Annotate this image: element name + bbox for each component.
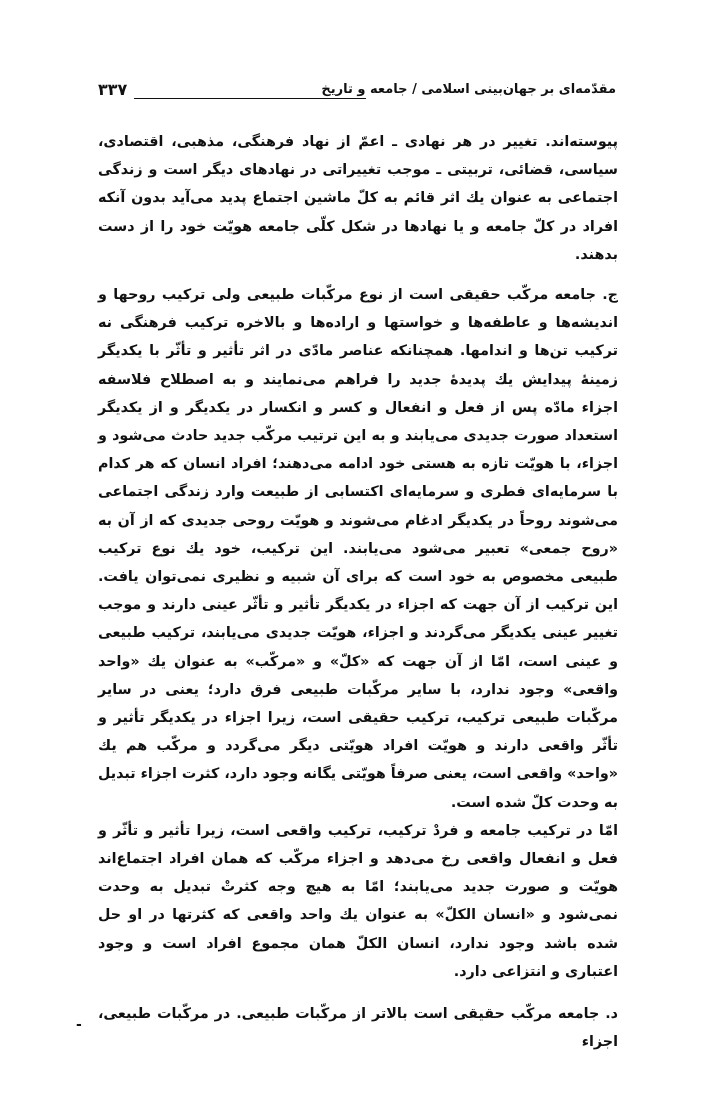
running-header xyxy=(98,82,616,108)
paragraph-1: پیوسته‌اند. تغییر در هر نهادی ـ اعمّ از نهاد فرهنگی، مذهبی، اقتصادی، سیاسی، قضائی، تربیتی ـ موجب تغییراتی در نهادهای دیگر است و زندگی اجتماعی به عنوان یك اثر قائم به کلّ ماشین اجتماع پدید می‌آید بدون آنکه افراد در کلّ جامعه و یا نهادها در شکل کلّی جامعه هویّت خود را از دست بدهند. xyxy=(98,134,618,263)
header-rule xyxy=(134,98,366,99)
header-title: مقدّمه‌ای بر جهان‌بینی اسلامی / جامعه و تاریخ xyxy=(321,82,616,97)
margin-mark: - xyxy=(76,1017,82,1033)
body-text xyxy=(98,128,618,1057)
page-number: ۳۳۷ xyxy=(98,80,128,99)
paragraph-2: ج. جامعه مرکّب حقیقی است از نوع مرکّبات طبیعی ولی ترکیب روحها و اندیشه‌ها و عاطفه‌ها و خواستها و اراده‌ها و بالاخره ترکیب فرهنگی نه ترکیب تن‌ها و اندامها. همچنانکه عناصر مادّی در اثر تأثیر و تأثّر با یکدیگر زمینهٔ پیدایش یك پدیدهٔ جدید را فراهم می‌نمایند و به اصطلاح فلاسفه اجزاء مادّه پس از فعل و انفعال و کسر و انکسار در یکدیگر و از یکدیگر استعداد صورت جدیدی می‌یابند و به این ترتیب مرکّب جدید حادث می‌شود و اجزاء، با هویّت تازه به هستی خود ادامه می‌دهند؛ افراد انسان که هر کدام با سرمایه‌ای فطری و سرمایه‌ای اکتسابی از طبیعت وارد زندگی اجتماعی می‌شوند روحاً در یکدیگر ادغام می‌شوند و هویّت روحی جدیدی که از آن به «روح جمعی» تعبیر می‌شود می‌یابند. این ترکیب، خود یك نوع ترکیب طبیعی مخصوص به خود است که برای آن شبیه و نظیری نمی‌توان یافت. این ترکیب از آن جهت که اجزاء در یکدیگر تأثیر و تأثّر عینی دارند و موجب تغییر عینی یکدیگر می‌گردند و اجزاء، هویّت جدیدی می‌یابند، ترکیب طبیعی و عینی است، امّا از آن جهت که «کلّ» و «مرکّب» به عنوان یك «واحد واقعی» وجود ندارد، با سایر مرکّبات طبیعی فرق دارد؛ یعنی در سایر مرکّبات طبیعی ترکیب، ترکیب حقیقی است، زیرا اجزاء در یکدیگر تأثیر و تأثّر واقعی دارند و هویّت افراد هویّتی دیگر می‌گردد و مرکّب هم یك «واحد» واقعی است، یعنی صرفاً هویّتی یگانه وجود دارد، کثرت اجزاء تبدیل به وحدت کلّ شده است. xyxy=(98,287,618,811)
paragraph-3: امّا در ترکیب جامعه و فردْ ترکیب، ترکیب واقعی است، زیرا تأثیر و تأثّر و فعل و انفعال واقعی رخ می‌دهد و اجزاء مرکّب که همان افراد اجتماع‌اند هویّت و صورت جدید می‌یابند؛ امّا به هیچ وجه کثرتْ تبدیل به وحدت نمی‌شود و «انسان الکلّ» به عنوان یك واحد واقعی که کثرتها در او حل شده باشد وجود ندارد، انسان الکلّ همان مجموع افراد است و وجود اعتباری و انتزاعی دارد. xyxy=(98,822,618,980)
paragraph-4: د. جامعه مرکّب حقیقی است بالاتر از مرکّبات طبیعی. در مرکّبات طبیعی، اجزاء xyxy=(98,1006,618,1051)
